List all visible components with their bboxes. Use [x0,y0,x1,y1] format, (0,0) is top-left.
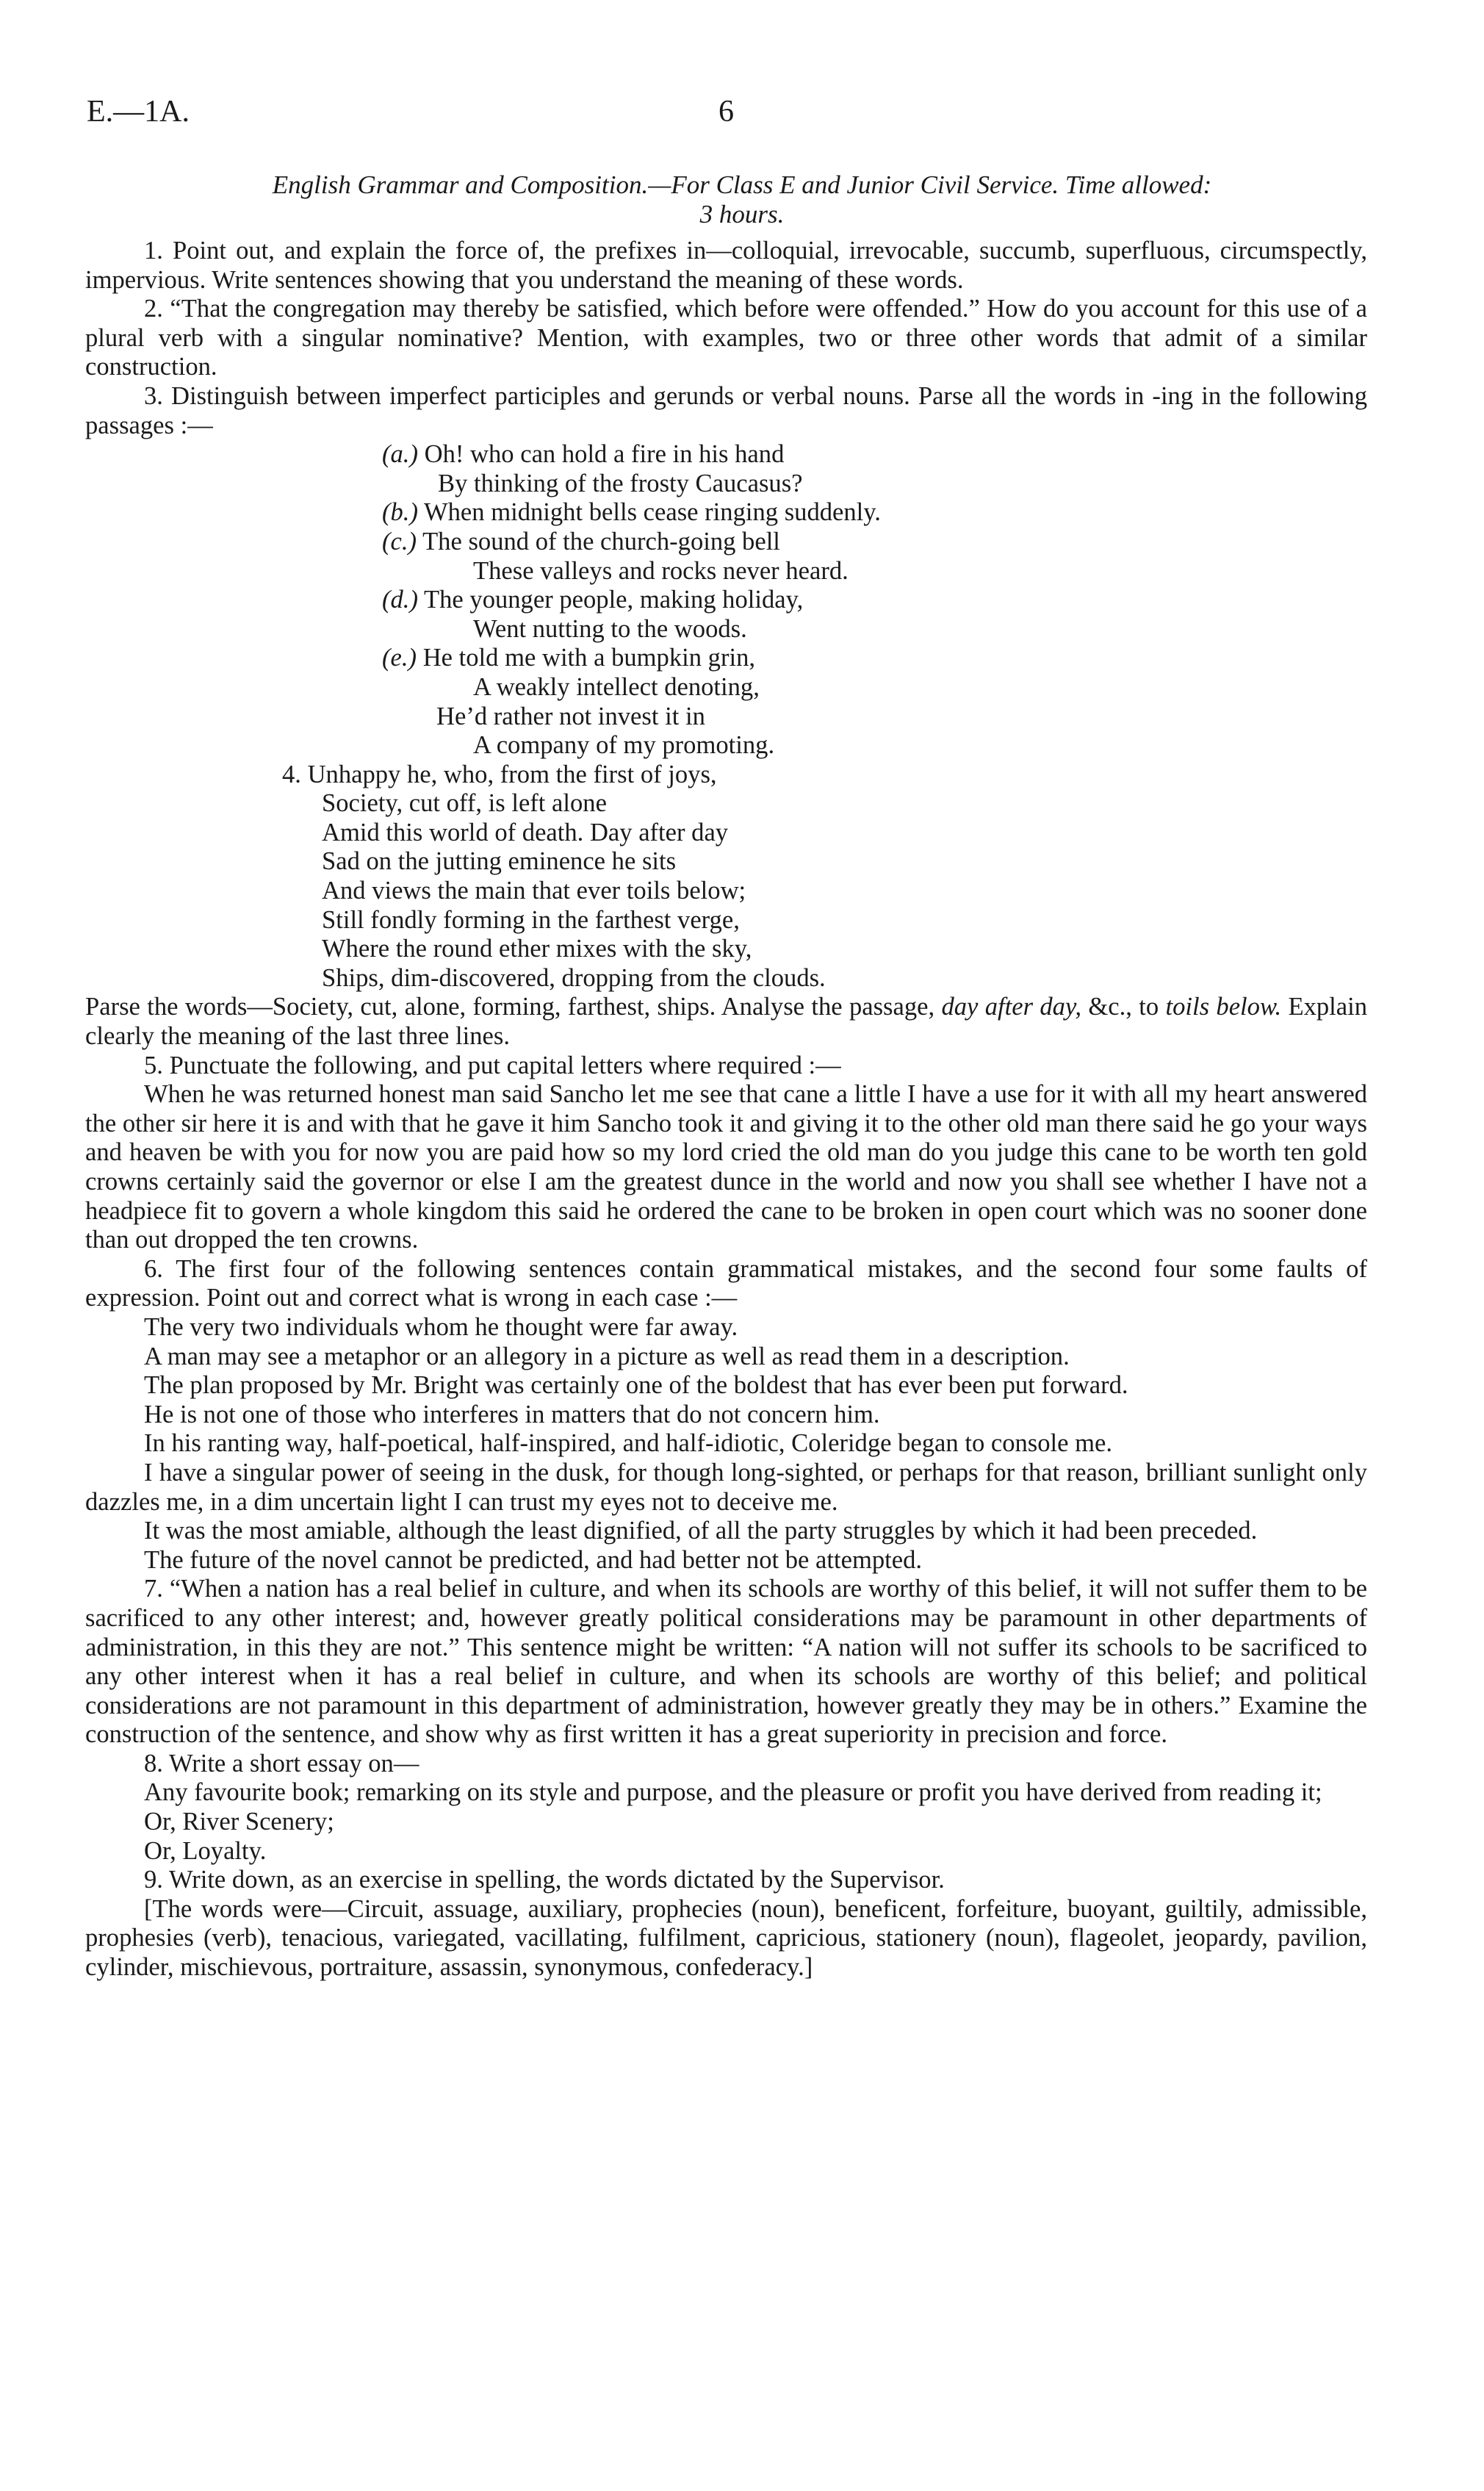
passage-c-line1 [85,528,1367,557]
passage-c-line2 [85,557,1367,586]
passage-a-label: (a.) [382,440,418,469]
sentence-7: It was the most amiable, although the least dignified, of all the party struggles by which it had been preceded. [144,1517,1258,1545]
passage-d-text1: The younger people, making holiday, [424,586,804,614]
passage-e-text2: A weakly intellect denoting, [473,672,760,701]
q4-text-a: Parse the words—Society, cut, alone, forming, farthest, ships. Analyse the passage, [85,993,942,1021]
passage-e-text1: He told me with a bumpkin grin, [422,644,756,672]
q4-italic-a: day after day, [941,993,1082,1021]
question-2: 2. “That the congregation may thereby be satisfied, which before were offended.” How do you account for this use of a plural verb with a singular nominative? Mention, with examples, two or three other words that admit of a similar construction. [85,295,1367,381]
question-1: 1. Point out, and explain the force of, the prefixes in—colloquial, irrevocable, succumb, superfluous, circumspectly, impervious. Write sentences showing that you understand the meaning of these words. [85,237,1367,294]
passage-a-line1 [85,440,1367,470]
passage-b-line1 [85,498,1367,528]
essay-option-3: Or, Loyalty. [144,1836,267,1865]
passage-a-line2 [85,470,1367,499]
passage-e-line1 [85,644,1367,673]
question-5: 5. Punctuate the following, and put capital letters where required :— [144,1051,841,1079]
passage-b-label: (b.) [382,498,418,527]
passage-e-text3: He’d rather not invest it in [436,702,705,730]
exam-title [103,170,1381,229]
passage-c-label: (c.) [382,527,417,556]
q4-italic-b: toils below. [1165,993,1282,1021]
sentence-8: The future of the novel cannot be predicted, and had better not be attempted. [144,1545,923,1574]
sentence-4: He is not one of those who interferes in matters that do not concern him. [144,1400,880,1428]
passage-e-line4 [85,731,1367,761]
passage-e-text4: A company of my promoting. [473,731,775,760]
sentence-1: The very two individuals whom he thought were far away. [144,1312,738,1341]
passage-d-text2: Went nutting to the woods. [473,614,747,643]
sentence-5: In his ranting way, half-poetical, half-inspired, and half-idiotic, Coleridge began to console me. [144,1429,1113,1458]
passage-e-line2 [85,673,1367,702]
spelling-words: [The words were—Circuit, assuage, auxiliary, prophecies (noun), beneficent, forfeiture, buoyant, guiltily, admissible, prophesies (verb), tenacious, variegated, vacillating, fulfilment, capricious, stationery (noun), flageolet, jeopardy, pavilion, cylinder, mischievous, portraiture, assassin, synonymous, confederacy.] [85,1894,1367,1982]
page-number: 6 [718,95,734,129]
passage-a-text1: Oh! who can hold a fire in his hand [424,440,785,469]
sentence-2: A man may see a metaphor or an allegory in a picture as well as read them in a description. [144,1342,1070,1370]
poem-line-6: Still fondly forming in the farthest verge, [322,905,740,934]
question-5-passage: When he was returned honest man said Sancho let me see that cane a little I have a use for it with all my heart answered the other sir here it is and with that he gave it him Sancho took it and giving it to the other old man there said he go your ways and heaven be with you for now you are paid how so my lord cried the old man do you judge this cane to be worth ten gold crowns certainly said the governor or else I am the greatest dunce in the world and now you shall see whether I have not a headpiece fit to govern a whole kingdom this said he ordered the cane to be broken in open court which was no sooner done than out dropped the ten crowns. [85,1080,1367,1254]
passage-c-text1: The sound of the church-going bell [422,527,780,556]
question-8: 8. Write a short essay on— [144,1749,419,1778]
question-7: 7. “When a nation has a real belief in culture, and when its schools are worthy of this belief, it will not suffer them to be sacrificed to any other interest; and, however greatly political considerations may be paramount in other departments of administration, in this they are not.” This sentence might be written: “A nation will not suffer its schools to be sacrificed to any other interest when it has a real belief in culture, and when its schools are worthy of this belief; and political considerations are not paramount in this department of administration, however greatly they may be in others.” Examine the construction of the sentence, and show why as first written it has a great superiority in precision and force. [85,1575,1367,1749]
poem-line-4: Sad on the jutting eminence he sits [322,847,677,876]
question-3: 3. Distinguish between imperfect participles and gerunds or verbal nouns. Parse all the words in -ing in the following passages :— [85,381,1367,439]
essay-option-1: Any favourite book; remarking on its style and purpose, and the pleasure or profit you have derived from reading it; [144,1778,1322,1807]
poem-line-8: Ships, dim-discovered, dropping from the clouds. [322,963,826,992]
question-4-poem [85,761,1367,993]
question-4-instructions [85,993,1367,1051]
poem-line-3: Amid this world of death. Day after day [322,818,729,846]
passage-c-text2: These valleys and rocks never heard. [473,556,849,585]
q4-text-c: Explain clearly the meaning of the last three lines. [85,993,1368,1051]
q4-text-b: &c., to [1081,993,1166,1021]
passage-d-line2 [85,615,1367,644]
poem-line-5: And views the main that ever toils below; [322,877,746,905]
exam-title-line2: 3 hours. [699,200,785,229]
question-9: 9. Write down, as an exercise in spelling, the words dictated by the Supervisor. [144,1866,945,1894]
passage-e-line3 [85,702,1367,732]
page-header [87,94,1380,145]
essay-option-2: Or, River Scenery; [144,1808,334,1836]
passage-d-label: (d.) [382,586,418,614]
question-6: 6. The first four of the following sentences contain grammatical mistakes, and the second four some faults of expression. Point out and correct what is wrong in each case :— [85,1254,1367,1312]
poem-line-2: Society, cut off, is left alone [322,789,607,818]
question-3-passages [85,440,1367,761]
sentence-3: The plan proposed by Mr. Bright was certainly one of the boldest that has ever been put forward. [144,1371,1128,1400]
poem-line-1: 4. Unhappy he, who, from the first of joys, [282,760,717,788]
sentence-6: I have a singular power of seeing in the dusk, for though long-sighted, or perhaps for that reason, brilliant sunlight only dazzles me, in a dim uncertain light I can trust my eyes not to deceive me. [85,1458,1367,1516]
poem-line-7: Where the round ether mixes with the sky, [322,935,752,963]
document-id: E.—1A. [87,95,190,129]
passage-a-text2: By thinking of the frosty Caucasus? [438,469,803,497]
passage-b-text1: When midnight bells cease ringing suddenly. [424,498,881,527]
exam-title-line1: English Grammar and Composition.—For Class E and Junior Civil Service. Time allowed: [272,170,1212,199]
passage-e-label: (e.) [382,644,417,672]
passage-d-line1 [85,586,1367,615]
exam-body [85,237,1367,1983]
